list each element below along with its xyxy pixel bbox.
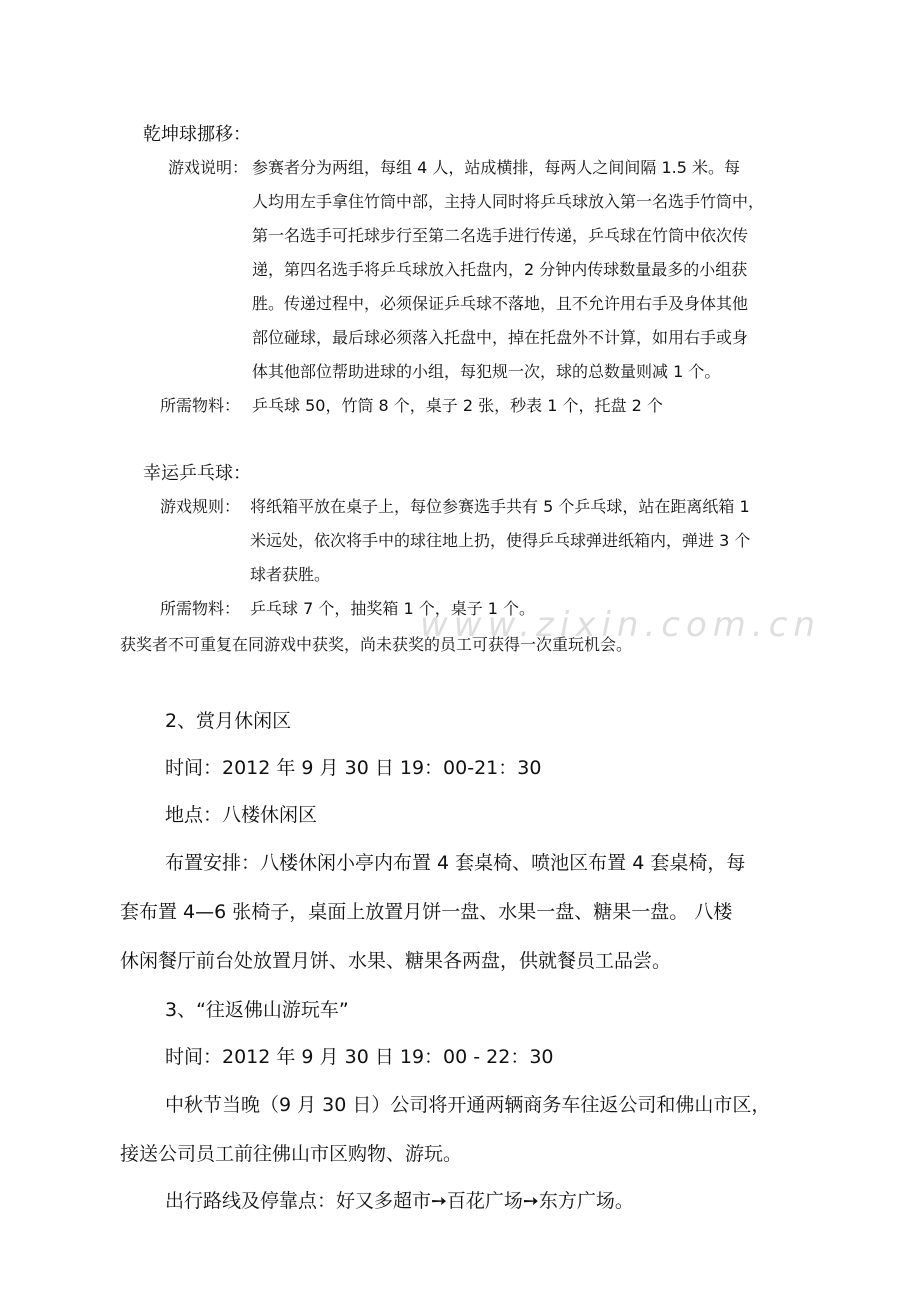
note-text: 获奖者不可重复在同游戏中获奖，尚未获奖的员工可获得一次重玩机会。 (120, 635, 633, 654)
section2-rules-line: 将纸箱平放在桌子上，每位参赛选手共有 5 个乒乓球，站在距离纸箱 1 (250, 497, 750, 516)
section1-desc-line: 胜。传递过程中，必须保证乒乓球不落地，且不允许用右手及身体其他 (252, 294, 749, 313)
section1-desc-line: 第一名选手可托球步行至第二名选手进行传递，乒乓球在竹筒中依次传 (252, 226, 749, 245)
section1-materials: 乒乓球 50，竹筒 8 个，桌子 2 张，秒表 1 个，托盘 2 个 (252, 396, 663, 415)
section1-desc-label: 游戏说明： (167, 158, 248, 177)
part2-time: 时间：2012 年 9 月 30 日 19：00-21：30 (165, 757, 542, 779)
section1-desc-line: 体其他部位帮助进球的小组，每犯规一次，球的总数量则减 1 个。 (252, 362, 721, 381)
section2-rules-line: 球者获胜。 (250, 565, 331, 584)
section2-rules-label: 游戏规则： (159, 497, 240, 516)
part3-desc-line: 中秋节当晚（9 月 30 日）公司将开通两辆商务车往返公司和佛山市区， (165, 1094, 771, 1116)
section1-materials-label: 所需物料： (159, 396, 240, 415)
part2-layout-line: 布置安排：八楼休闲小亭内布置 4 套桌椅、喷池区布置 4 套桌椅，每 (165, 852, 746, 874)
section2-materials: 乒乓球 7 个，抽奖箱 1 个，桌子 1 个。 (250, 599, 536, 618)
part3-heading: 3、“往返佛山游玩车” (165, 999, 349, 1021)
part2-heading: 2、赏月休闲区 (165, 710, 292, 732)
section1-desc-line: 递，第四名选手将乒乓球放入托盘内，2 分钟内传球数量最多的小组获 (252, 260, 748, 279)
part3-time: 时间：2012 年 9 月 30 日 19：00 - 22：30 (165, 1046, 554, 1068)
watermark: www.zixin.com.cn (420, 605, 821, 645)
part2-layout-line: 套布置 4—6 张椅子，桌面上放置月饼一盘、水果一盘、糖果一盘。 八楼 (120, 901, 733, 923)
part2-place: 地点：八楼休闲区 (165, 804, 318, 826)
part3-route: 出行路线及停靠点：好又多超市➙百花广场➙东方广场。 (165, 1190, 634, 1212)
section1-desc-line: 参赛者分为两组，每组 4 人，站成横排，每两人之间间隔 1.5 米。每 (252, 158, 740, 177)
section2-materials-label: 所需物料： (159, 599, 240, 618)
section1-desc-line: 部位碰球，最后球必须落入托盘中，掉在托盘外不计算，如用右手或身 (252, 328, 749, 347)
section2-rules-line: 米远处，依次将手中的球往地上扔，使得乒乓球弹进纸箱内，弹进 3 个 (250, 531, 751, 550)
section1-desc-line: 人均用左手拿住竹筒中部，主持人同时将乒乓球放入第一名选手竹筒中， (252, 192, 765, 211)
section2-title: 幸运乒乓球： (143, 463, 251, 484)
section1-title: 乾坤球挪移： (143, 124, 251, 145)
part2-layout-line: 休闲餐厅前台处放置月饼、水果、糖果各两盘，供就餐员工品尝。 (120, 950, 672, 972)
part3-desc-line: 接送公司员工前往佛山市区购物、游玩。 (120, 1143, 463, 1165)
